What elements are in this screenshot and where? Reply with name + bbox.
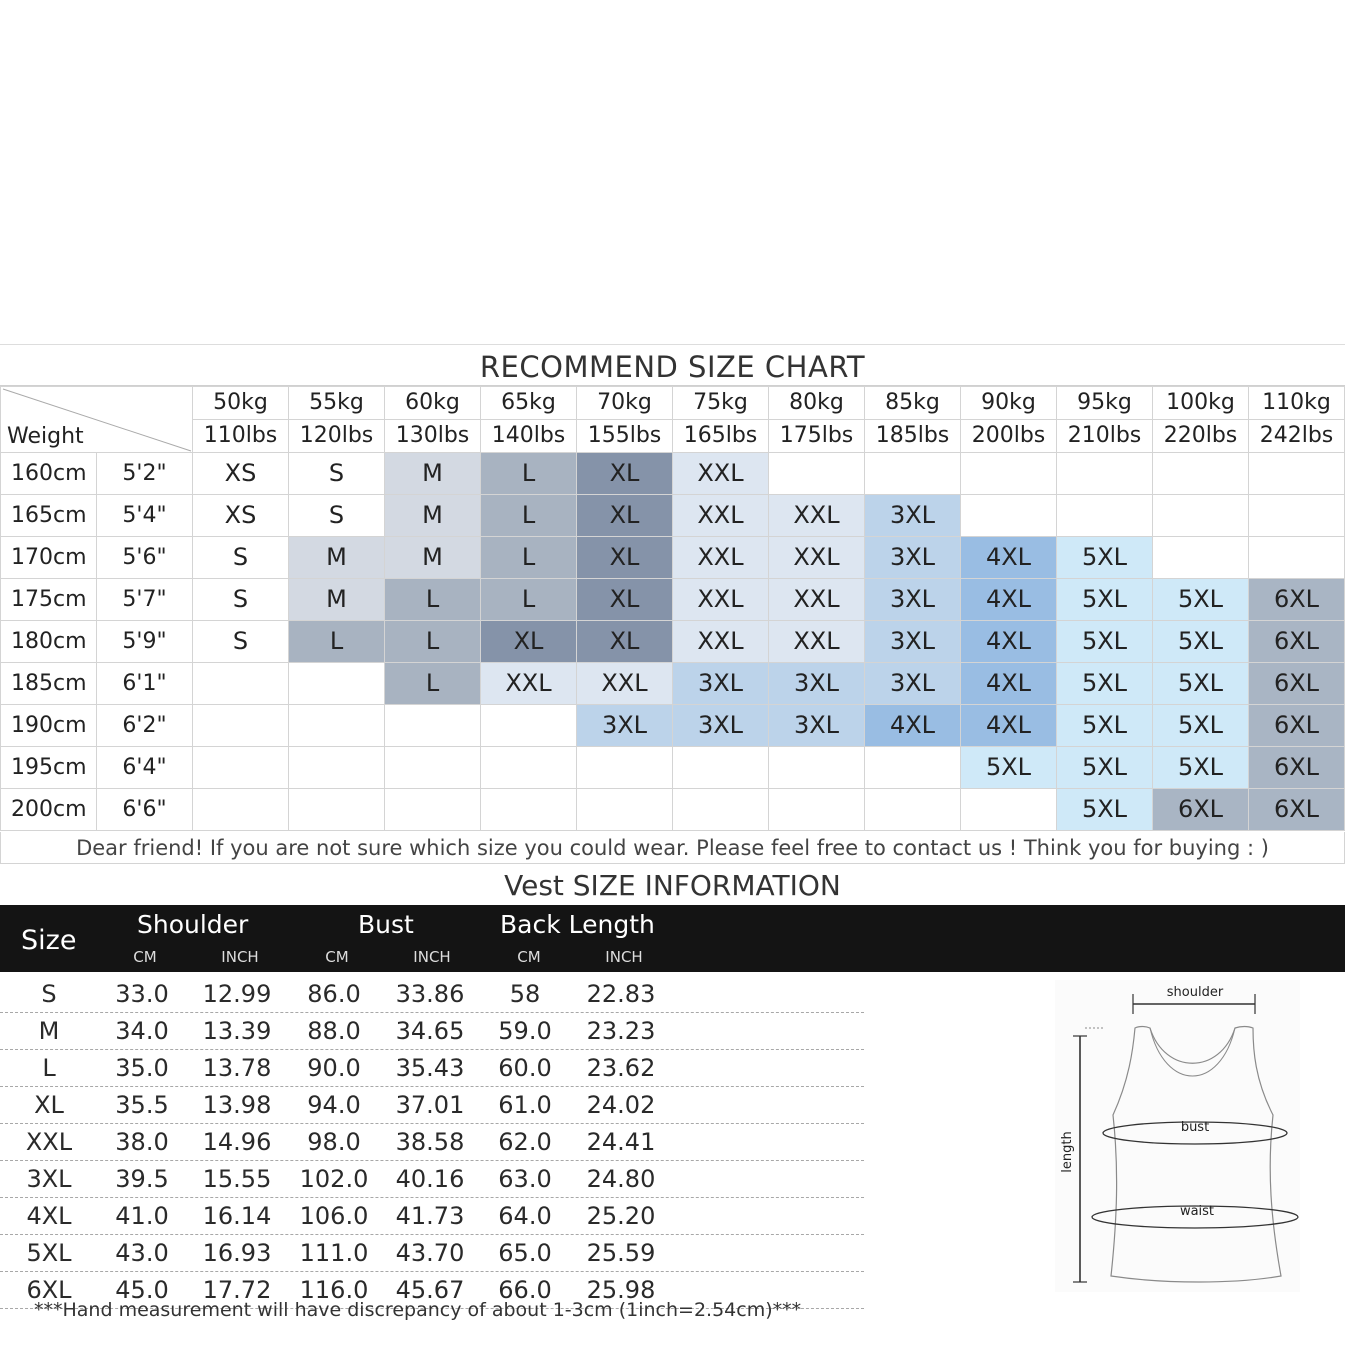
size-cell	[961, 789, 1057, 831]
vest-outline-icon	[1055, 980, 1300, 1292]
weight-lbs-header: 155lbs	[577, 420, 673, 453]
size-cell	[193, 705, 289, 747]
size-cell: S	[289, 495, 385, 537]
size-cell: XL	[577, 453, 673, 495]
weight-lbs-header: 165lbs	[673, 420, 769, 453]
vest-size-row	[0, 1124, 864, 1161]
size-cell: XXL	[769, 537, 865, 579]
vest-measure-value: 13.98	[202, 1091, 272, 1119]
height-ft-cell: 5'4"	[97, 495, 193, 537]
height-cm-cell: 170cm	[1, 537, 97, 579]
size-cell: 4XL	[865, 705, 961, 747]
shoulder-header: Shoulder	[137, 910, 249, 939]
vest-measure-value: 98.0	[307, 1128, 361, 1156]
vest-size-row	[0, 1235, 864, 1272]
size-cell: 5XL	[1057, 789, 1153, 831]
shoulder-inch-unit: INCH	[221, 948, 259, 966]
weight-kg-header: 80kg	[769, 387, 865, 420]
size-cell: XS	[193, 495, 289, 537]
shoulder-cm-unit: CM	[133, 948, 157, 966]
vest-measure-value: 35.5	[115, 1091, 169, 1119]
vest-measure-value: 25.98	[586, 1276, 656, 1304]
size-cell: 3XL	[673, 663, 769, 705]
size-cell: 4XL	[961, 705, 1057, 747]
vest-measure-value: 16.14	[202, 1202, 272, 1230]
vest-size-label: 5XL	[26, 1239, 72, 1267]
back-length-inch-unit: INCH	[605, 948, 643, 966]
size-cell: 6XL	[1249, 663, 1345, 705]
size-cell: M	[385, 453, 481, 495]
height-ft-cell: 5'9"	[97, 621, 193, 663]
size-cell: XS	[193, 453, 289, 495]
size-cell: XXL	[769, 495, 865, 537]
size-cell: 6XL	[1249, 621, 1345, 663]
vest-measure-value: 58	[509, 980, 541, 1008]
weight-corner-header	[1, 387, 193, 453]
weight-kg-header: 100kg	[1153, 387, 1249, 420]
weight-lbs-header: 185lbs	[865, 420, 961, 453]
height-row	[1, 705, 1345, 747]
size-cell: L	[385, 663, 481, 705]
vest-measure-value: 94.0	[307, 1091, 361, 1119]
size-cell: 3XL	[865, 537, 961, 579]
size-cell	[1153, 453, 1249, 495]
size-cell: M	[385, 495, 481, 537]
size-cell: 4XL	[961, 579, 1057, 621]
back-length-cm-unit: CM	[517, 948, 541, 966]
vest-size-row	[0, 1198, 864, 1235]
vest-size-title: Vest SIZE INFORMATION	[504, 869, 841, 902]
height-ft-cell: 6'6"	[97, 789, 193, 831]
height-row	[1, 747, 1345, 789]
vest-measure-value: 15.55	[202, 1165, 272, 1193]
vest-size-row	[0, 1161, 864, 1198]
size-cell: XL	[577, 537, 673, 579]
weight-lbs-header: 210lbs	[1057, 420, 1153, 453]
size-cell: XXL	[769, 621, 865, 663]
size-cell: XL	[577, 621, 673, 663]
height-cm-cell: 185cm	[1, 663, 97, 705]
size-cell: S	[193, 537, 289, 579]
weight-kg-header: 85kg	[865, 387, 961, 420]
size-cell	[1057, 495, 1153, 537]
size-cell	[961, 495, 1057, 537]
weight-lbs-header: 140lbs	[481, 420, 577, 453]
vest-measure-value: 39.5	[115, 1165, 169, 1193]
vest-measurement-diagram	[1055, 980, 1300, 1292]
height-row	[1, 579, 1345, 621]
vest-measure-value: 63.0	[498, 1165, 552, 1193]
size-cell: 3XL	[577, 705, 673, 747]
vest-measure-value: 40.16	[395, 1165, 465, 1193]
shoulder-label: shoulder	[1166, 985, 1224, 1000]
size-cell: M	[289, 579, 385, 621]
size-cell	[481, 705, 577, 747]
vest-size-label: XXL	[25, 1128, 73, 1156]
size-cell: 5XL	[1057, 705, 1153, 747]
bust-inch-unit: INCH	[413, 948, 451, 966]
size-cell: L	[481, 453, 577, 495]
vest-measure-value: 23.62	[586, 1054, 656, 1082]
vest-measure-value: 62.0	[498, 1128, 552, 1156]
size-cell: 3XL	[865, 621, 961, 663]
weight-kg-header: 110kg	[1249, 387, 1345, 420]
size-cell: S	[289, 453, 385, 495]
size-cell	[865, 453, 961, 495]
size-cell	[961, 453, 1057, 495]
size-cell	[193, 747, 289, 789]
size-cell: 3XL	[769, 663, 865, 705]
size-cell: S	[193, 621, 289, 663]
weight-kg-header: 65kg	[481, 387, 577, 420]
vest-measure-value: 43.0	[115, 1239, 169, 1267]
size-cell: 5XL	[1153, 747, 1249, 789]
size-cell	[769, 789, 865, 831]
size-cell: 6XL	[1153, 789, 1249, 831]
vest-measure-value: 90.0	[307, 1054, 361, 1082]
height-ft-cell: 5'2"	[97, 453, 193, 495]
size-cell	[865, 747, 961, 789]
bust-header: Bust	[358, 910, 414, 939]
vest-measure-value: 24.02	[586, 1091, 656, 1119]
size-cell	[193, 789, 289, 831]
height-row	[1, 495, 1345, 537]
weight-lbs-header: 110lbs	[193, 420, 289, 453]
vest-measure-value: 22.83	[586, 980, 656, 1008]
vest-measure-value: 17.72	[202, 1276, 272, 1304]
vest-measure-value: 60.0	[498, 1054, 552, 1082]
size-cell: 3XL	[865, 663, 961, 705]
weight-kg-header: 55kg	[289, 387, 385, 420]
vest-measure-value: 111.0	[299, 1239, 369, 1267]
measurement-note: ***Hand measurement will have discrepancy of about 1-3cm (1inch=2.54cm)***	[34, 1299, 802, 1321]
vest-measure-value: 33.86	[395, 980, 465, 1008]
vest-measure-value: 43.70	[395, 1239, 465, 1267]
height-cm-cell: 165cm	[1, 495, 97, 537]
weight-lbs-header: 130lbs	[385, 420, 481, 453]
size-cell	[385, 789, 481, 831]
size-cell	[1153, 537, 1249, 579]
size-cell	[673, 747, 769, 789]
weight-lbs-header: 220lbs	[1153, 420, 1249, 453]
weight-kg-header: 90kg	[961, 387, 1057, 420]
weight-lbs-header: 242lbs	[1249, 420, 1345, 453]
height-cm-cell: 200cm	[1, 789, 97, 831]
size-cell: L	[385, 579, 481, 621]
height-ft-cell: 6'4"	[97, 747, 193, 789]
size-cell	[865, 789, 961, 831]
back-length-header: Back Length	[500, 910, 655, 939]
vest-measure-value: 61.0	[498, 1091, 552, 1119]
size-cell: 4XL	[961, 621, 1057, 663]
height-row	[1, 789, 1345, 831]
height-row	[1, 621, 1345, 663]
vest-measure-value: 34.65	[395, 1017, 465, 1045]
vest-measure-value: 38.0	[115, 1128, 169, 1156]
size-cell	[481, 747, 577, 789]
weight-kg-header: 70kg	[577, 387, 673, 420]
height-row	[1, 537, 1345, 579]
vest-measure-value: 106.0	[299, 1202, 369, 1230]
size-cell: 6XL	[1249, 747, 1345, 789]
size-cell: 3XL	[673, 705, 769, 747]
size-cell: 5XL	[1057, 537, 1153, 579]
size-cell: XL	[577, 579, 673, 621]
vest-size-label: L	[42, 1054, 56, 1082]
size-cell: 3XL	[865, 579, 961, 621]
size-cell	[1249, 453, 1345, 495]
size-cell: S	[193, 579, 289, 621]
vest-measure-value: 86.0	[307, 980, 361, 1008]
size-cell: XXL	[673, 453, 769, 495]
size-cell: L	[481, 579, 577, 621]
size-cell: XXL	[673, 537, 769, 579]
vest-size-label: 4XL	[26, 1202, 72, 1230]
vest-measure-value: 25.20	[586, 1202, 656, 1230]
recommend-note: Dear friend! If you are not sure which size you could wear. Please feel free to contact us ! Think you for buying : )	[0, 832, 1345, 864]
size-cell	[481, 789, 577, 831]
height-ft-cell: 6'1"	[97, 663, 193, 705]
vest-size-row	[0, 1087, 864, 1124]
vest-size-label: 6XL	[26, 1276, 72, 1304]
size-cell: 4XL	[961, 537, 1057, 579]
size-cell	[1249, 537, 1345, 579]
size-cell: 4XL	[961, 663, 1057, 705]
vest-measure-value: 23.23	[586, 1017, 656, 1045]
size-cell: 3XL	[865, 495, 961, 537]
size-cell: L	[289, 621, 385, 663]
size-cell: 5XL	[961, 747, 1057, 789]
size-cell: 6XL	[1249, 705, 1345, 747]
size-cell: XXL	[673, 579, 769, 621]
vest-size-label: XL	[34, 1091, 64, 1119]
size-cell: 5XL	[1057, 663, 1153, 705]
size-cell	[1153, 495, 1249, 537]
size-cell	[769, 453, 865, 495]
size-cell: L	[481, 537, 577, 579]
size-cell: XXL	[673, 621, 769, 663]
vest-measure-value: 102.0	[299, 1165, 369, 1193]
weight-lbs-header: 175lbs	[769, 420, 865, 453]
vest-size-row	[0, 1013, 864, 1050]
vest-measure-value: 45.0	[115, 1276, 169, 1304]
recommend-size-chart-title: RECOMMEND SIZE CHART	[0, 344, 1345, 386]
height-cm-cell: 175cm	[1, 579, 97, 621]
vest-measure-value: 38.58	[395, 1128, 465, 1156]
vest-measure-value: 14.96	[202, 1128, 272, 1156]
vest-measure-value: 59.0	[498, 1017, 552, 1045]
bust-label: bust	[1180, 1120, 1210, 1135]
size-cell	[385, 705, 481, 747]
height-ft-cell: 6'2"	[97, 705, 193, 747]
vest-measure-value: 34.0	[115, 1017, 169, 1045]
size-cell: 6XL	[1249, 789, 1345, 831]
vest-measure-value: 65.0	[498, 1239, 552, 1267]
weight-kg-header: 60kg	[385, 387, 481, 420]
vest-measure-value: 35.43	[395, 1054, 465, 1082]
size-cell	[1249, 495, 1345, 537]
size-cell: 6XL	[1249, 579, 1345, 621]
vest-measure-value: 88.0	[307, 1017, 361, 1045]
size-cell: M	[289, 537, 385, 579]
vest-size-rows	[0, 976, 864, 1309]
size-cell: 5XL	[1057, 747, 1153, 789]
vest-measure-value: 64.0	[498, 1202, 552, 1230]
vest-table-header	[0, 905, 1345, 972]
size-cell: XXL	[673, 495, 769, 537]
size-cell: 5XL	[1057, 621, 1153, 663]
vest-size-label: S	[41, 980, 57, 1008]
size-cell	[769, 747, 865, 789]
size-cell: XL	[481, 621, 577, 663]
height-ft-cell: 5'7"	[97, 579, 193, 621]
vest-measure-value: 12.99	[202, 980, 272, 1008]
size-cell: 5XL	[1153, 621, 1249, 663]
vest-measure-value: 41.0	[115, 1202, 169, 1230]
size-cell: 5XL	[1057, 579, 1153, 621]
size-cell	[1057, 453, 1153, 495]
size-cell	[385, 747, 481, 789]
height-ft-cell: 5'6"	[97, 537, 193, 579]
size-cell	[289, 663, 385, 705]
vest-measure-value: 16.93	[202, 1239, 272, 1267]
vest-measure-value: 66.0	[498, 1276, 552, 1304]
height-cm-cell: 195cm	[1, 747, 97, 789]
vest-size-row	[0, 976, 864, 1013]
size-cell: XXL	[481, 663, 577, 705]
size-cell: 5XL	[1153, 663, 1249, 705]
bust-cm-unit: CM	[325, 948, 349, 966]
vest-measure-value: 13.39	[202, 1017, 272, 1045]
vest-measure-value: 13.78	[202, 1054, 272, 1082]
size-cell	[577, 747, 673, 789]
vest-measure-value: 116.0	[299, 1276, 369, 1304]
size-cell	[577, 789, 673, 831]
size-header: Size	[21, 925, 77, 956]
recommend-size-grid	[0, 386, 1345, 831]
weight-lbs-header: 200lbs	[961, 420, 1057, 453]
size-cell: XL	[577, 495, 673, 537]
size-cell: XXL	[577, 663, 673, 705]
vest-measure-value: 33.0	[115, 980, 169, 1008]
size-cell: L	[481, 495, 577, 537]
weight-corner-label: Weight	[7, 424, 84, 449]
weight-kg-header: 50kg	[193, 387, 289, 420]
vest-measure-value: 24.80	[586, 1165, 656, 1193]
vest-measure-value: 24.41	[586, 1128, 656, 1156]
vest-size-row	[0, 1050, 864, 1087]
vest-measure-value: 41.73	[395, 1202, 465, 1230]
vest-size-label: 3XL	[26, 1165, 72, 1193]
waist-label: waist	[1179, 1204, 1215, 1219]
height-row	[1, 453, 1345, 495]
size-cell	[289, 747, 385, 789]
vest-size-label: M	[38, 1017, 60, 1045]
vest-measure-value: 45.67	[395, 1276, 465, 1304]
size-cell: M	[385, 537, 481, 579]
length-label: length	[1060, 1131, 1075, 1173]
size-cell	[289, 789, 385, 831]
size-cell	[289, 705, 385, 747]
height-cm-cell: 160cm	[1, 453, 97, 495]
size-cell: 3XL	[769, 705, 865, 747]
weight-kg-header: 95kg	[1057, 387, 1153, 420]
size-cell: L	[385, 621, 481, 663]
vest-measure-value: 35.0	[115, 1054, 169, 1082]
size-cell: XXL	[769, 579, 865, 621]
size-cell	[193, 663, 289, 705]
size-cell	[673, 789, 769, 831]
vest-measure-value: 37.01	[395, 1091, 465, 1119]
weight-lbs-header: 120lbs	[289, 420, 385, 453]
height-cm-cell: 180cm	[1, 621, 97, 663]
size-cell: 5XL	[1153, 705, 1249, 747]
height-cm-cell: 190cm	[1, 705, 97, 747]
height-row	[1, 663, 1345, 705]
weight-kg-header: 75kg	[673, 387, 769, 420]
size-cell: 5XL	[1153, 579, 1249, 621]
vest-measure-value: 25.59	[586, 1239, 656, 1267]
